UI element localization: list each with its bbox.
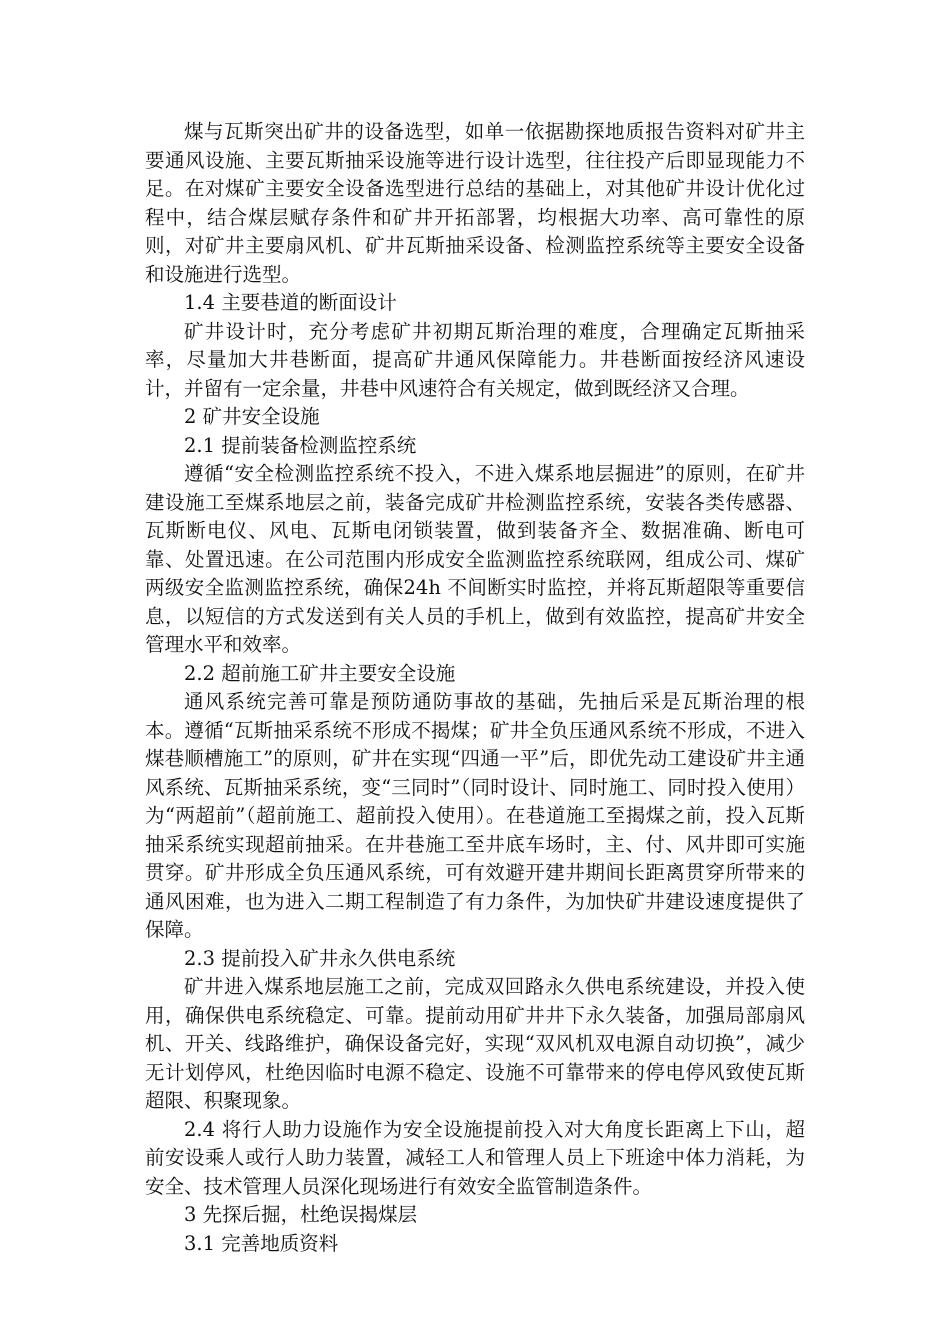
- section-heading-3: 3 先探后掘，杜绝误揭煤层: [184, 1203, 418, 1226]
- section-heading-2-1: 2.1 提前装备检测监控系统: [184, 433, 417, 457]
- paragraph-pedestrian-assist: 2.4 将行人助力设施作为安全设施提前投入对大角度长距离上下山，超前安设乘人或行人助力装置，减轻工人和管理人员上下班途中体力消耗，为安全、技术管理人员深化现场进行有效安全监管制造条件。: [145, 1117, 805, 1198]
- section-heading-2: 2 矿井安全设施: [184, 405, 320, 428]
- section-heading-2-3: 2.3 提前投入矿井永久供电系统: [184, 946, 456, 970]
- paragraph-ventilation-system: 通风系统完善可靠是预防通防事故的基础，先抽后采是瓦斯治理的根本。遵循“瓦斯抽采系统不形成不揭煤；矿井全负压通风系统不形成，不进入煤巷顺槽施工”的原则，矿井在实现“四通一平”后，即优先动工建设矿井主通风系统、瓦斯抽采系统，变“三同时”（同时设计、同时施工、同时投入使用）为“两超前”（超前施工、超前投入使用）。在巷道施工至揭煤之前，投入瓦斯抽采系统实现超前抽采。在井巷施工至井底车场时，主、付、风井即可实施贯穿。矿井形成全负压通风系统，可有效避开建井期间长距离贯穿所带来的通风困难，也为进入二期工程制造了有力条件，为加快矿井建设速度提供了保障。: [145, 690, 805, 941]
- paragraph-equipment-selection: 煤与瓦斯突出矿井的设备选型，如单一依据勘探地质报告资料对矿井主要通风设施、主要瓦斯抽采设施等进行设计选型，往往投产后即显现能力不足。在对煤矿主要安全设备选型进行总结的基础上，对其他矿井设计优化过程中，结合煤层赋存条件和矿井开拓部署，均根据大功率、高可靠性的原则，对矿井主要扇风机、矿井瓦斯抽采设备、检测监控系统等主要安全设备和设施进行选型。: [145, 120, 805, 286]
- section-heading-1-4: 1.4 主要巷道的断面设计: [184, 291, 397, 314]
- paragraph-power-supply: 矿井进入煤系地层施工之前，完成双回路永久供电系统建设，并投入使用，确保供电系统稳定、可靠。提前动用矿井井下永久装备，加强局部扇风机、开关、线路维护，确保设备完好，实现“双风机双电源自动切换”，减少无计划停风，杜绝因临时电源不稳定、设施不可靠带来的停电停风致使瓦斯超限、积聚现象。: [145, 975, 805, 1112]
- paragraph-roadway-section: 矿井设计时，充分考虑矿井初期瓦斯治理的难度，合理确定瓦斯抽采率，尽量加大井巷断面，提高矿井通风保障能力。井巷断面按经济风速设计，并留有一定余量，井巷中风速符合有关规定，做到既经济又合理。: [145, 319, 805, 400]
- document-page: [145, 118, 805, 1258]
- section-heading-2-2: 2.2 超前施工矿井主要安全设施: [184, 661, 456, 685]
- paragraph-monitoring-system: 遵循“安全检测监控系统不投入，不进入煤系地层掘进”的原则，在矿井建设施工至煤系地层之前，装备完成矿井检测监控系统，安装各类传感器、瓦斯断电仪、风电、瓦斯电闭锁装置，做到装备齐全、数据准确、断电可靠、处置迅速。在公司范围内形成安全监测监控系统联网，组成公司、煤矿两级安全监测监控系统，确保24h 不间断实时监控，并将瓦斯超限等重要信息，以短信的方式发送到有关人员的手机上，做到有效监控，提高矿井安全管理水平和效率。: [145, 462, 805, 656]
- section-heading-3-1: 3.1 完善地质资料: [184, 1231, 339, 1255]
